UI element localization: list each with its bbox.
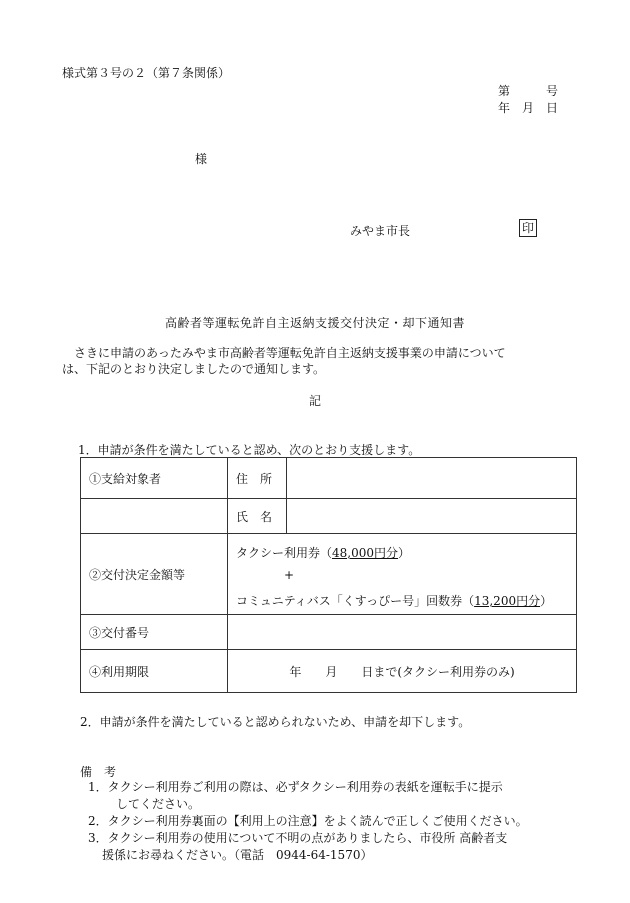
sender-name: みやま市長 xyxy=(350,224,411,238)
bus-ticket-line xyxy=(236,592,552,609)
form-number: 様式第３号の２（第７条関係） xyxy=(62,66,231,80)
intro-line-1: さきに申請のあったみやま市高齢者等運転免許自主返納支援事業の申請について xyxy=(74,346,506,360)
address-label: 住 所 xyxy=(228,458,287,499)
recipient-label-blank xyxy=(81,499,228,534)
plus-sign: + xyxy=(284,568,295,582)
table-row xyxy=(81,534,577,615)
bus-suffix: ） xyxy=(540,594,553,608)
name-label: 氏 名 xyxy=(228,499,287,534)
period-value: 年 月 日まで(タクシー利用券のみ) xyxy=(228,650,577,693)
note-3-line-1: 3．タクシー利用券の使用について不明の点がありましたら、市役所 高齢者支 xyxy=(88,831,508,845)
taxi-prefix: タクシー利用券（ xyxy=(236,546,333,560)
seal-mark: 印 xyxy=(519,219,537,237)
note-item-2 xyxy=(88,813,568,830)
document-number-field: 第 号 xyxy=(498,84,559,98)
section-1-heading: 1．申請が条件を満たしていると認め、次のとおり支援します。 xyxy=(78,443,421,457)
amount-label: ②交付決定金額等 xyxy=(81,534,228,615)
taxi-amount: 48,000円分 xyxy=(332,546,399,560)
taxi-suffix: ） xyxy=(398,546,411,560)
notes-heading: 備 考 xyxy=(80,765,117,779)
addressee-honorific: 様 xyxy=(195,152,208,166)
table-row xyxy=(81,458,577,499)
bus-amount: 13,200円分 xyxy=(474,594,541,608)
taxi-ticket-line xyxy=(236,544,410,561)
intro-line-2: は、下記のとおり決定しましたので通知します。 xyxy=(62,362,326,376)
bus-prefix: コミュニティバス「くすっぴー号」回数券（ xyxy=(236,594,475,608)
address-value xyxy=(287,458,577,499)
grant-number-value xyxy=(228,615,577,650)
table-row xyxy=(81,615,577,650)
intro-paragraph xyxy=(62,345,572,377)
support-table xyxy=(80,457,577,693)
note-1-line-2: してください。 xyxy=(116,797,201,811)
note-2-line-1: 2．タクシー利用券裏面の【利用上の注意】をよく読んで正しくご使用ください。 xyxy=(88,814,528,828)
table-row xyxy=(81,499,577,534)
table-row xyxy=(81,650,577,693)
recipient-label: ①支給対象者 xyxy=(81,458,228,499)
note-item-3 xyxy=(88,830,568,864)
grant-number-label: ③交付番号 xyxy=(81,615,228,650)
name-value xyxy=(287,499,577,534)
amount-cell xyxy=(228,534,577,615)
ki-heading: 記 xyxy=(308,394,321,408)
note-3-line-2: 援係にお尋ねください。（電話 0944-64-1570） xyxy=(102,848,373,862)
note-item-1 xyxy=(88,779,568,813)
section-2-text: 2．申請が条件を満たしていると認められないため、申請を却下します。 xyxy=(80,715,471,729)
date-field: 年 月 日 xyxy=(498,101,559,115)
note-1-line-1: 1．タクシー利用券ご利用の際は、必ずタクシー利用券の表紙を運転手に提示 xyxy=(88,780,503,794)
document-title: 高齢者等運転免許自主返納支援交付決定・却下通知書 xyxy=(164,316,465,330)
period-label: ④利用期限 xyxy=(81,650,228,693)
